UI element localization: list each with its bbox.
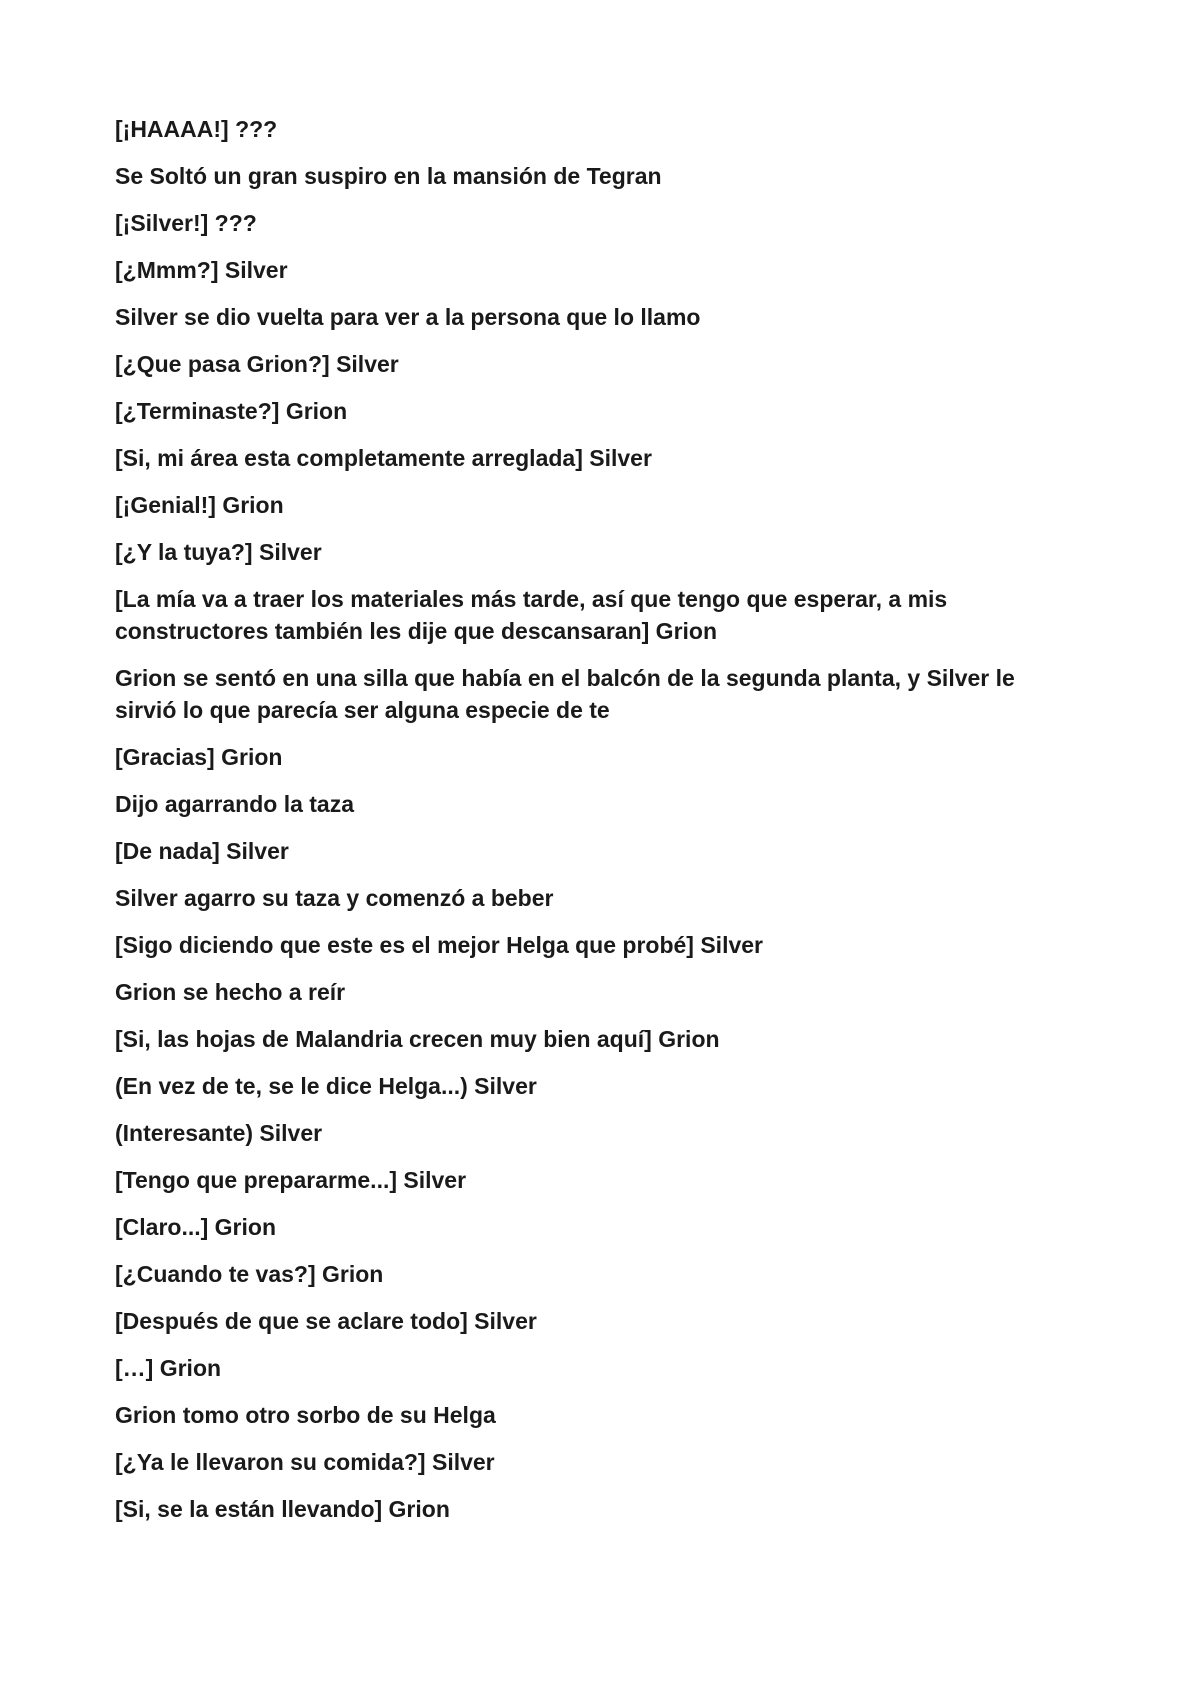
- paragraph: [¿Y la tuya?] Silver: [115, 539, 322, 565]
- paragraph: [Si, mi área esta completamente arreglada] Silver: [115, 445, 652, 471]
- paragraph: Dijo agarrando la taza: [115, 791, 355, 817]
- paragraph: Grion se sentó en una silla que había en el balcón de la segunda planta, y Silver le sirvió lo que parecía ser alguna especie de te: [115, 665, 1015, 723]
- paragraph: [Si, las hojas de Malandria crecen muy bien aquí] Grion: [115, 1026, 720, 1052]
- paragraph: [De nada] Silver: [115, 838, 289, 864]
- paragraph: Silver se dio vuelta para ver a la persona que lo llamo: [115, 304, 701, 330]
- paragraph: Se Soltó un gran suspiro en la mansión de Tegran: [115, 163, 662, 189]
- paragraph: [¿Que pasa Grion?] Silver: [115, 351, 399, 377]
- paragraph: Silver agarro su taza y comenzó a beber: [115, 885, 554, 911]
- document-body: [115, 113, 1075, 1540]
- paragraph: [¿Mmm?] Silver: [115, 257, 288, 283]
- paragraph: [¡Silver!] ???: [115, 210, 257, 236]
- paragraph: [Si, se la están llevando] Grion: [115, 1496, 450, 1522]
- paragraph: Grion se hecho a reír: [115, 979, 346, 1005]
- paragraph: [La mía va a traer los materiales más tarde, así que tengo que esperar, a mis constructores también les dije que descansaran] Grion: [115, 586, 948, 644]
- paragraph: [Tengo que prepararme...] Silver: [115, 1167, 467, 1193]
- paragraph: […] Grion: [115, 1355, 222, 1381]
- paragraph: [¡Genial!] Grion: [115, 492, 284, 518]
- paragraph: [¿Ya le llevaron su comida?] Silver: [115, 1449, 495, 1475]
- paragraph: [Después de que se aclare todo] Silver: [115, 1308, 537, 1334]
- paragraph: (Interesante) Silver: [115, 1120, 323, 1146]
- paragraph: [Claro...] Grion: [115, 1214, 276, 1240]
- paragraph: Grion tomo otro sorbo de su Helga: [115, 1402, 496, 1428]
- paragraph: [¿Cuando te vas?] Grion: [115, 1261, 384, 1287]
- paragraph: (En vez de te, se le dice Helga...) Silver: [115, 1073, 537, 1099]
- paragraph: [¿Terminaste?] Grion: [115, 398, 348, 424]
- paragraph: [Gracias] Grion: [115, 744, 283, 770]
- paragraph: [Sigo diciendo que este es el mejor Helga que probé] Silver: [115, 932, 763, 958]
- paragraph: [¡HAAAA!] ???: [115, 116, 278, 142]
